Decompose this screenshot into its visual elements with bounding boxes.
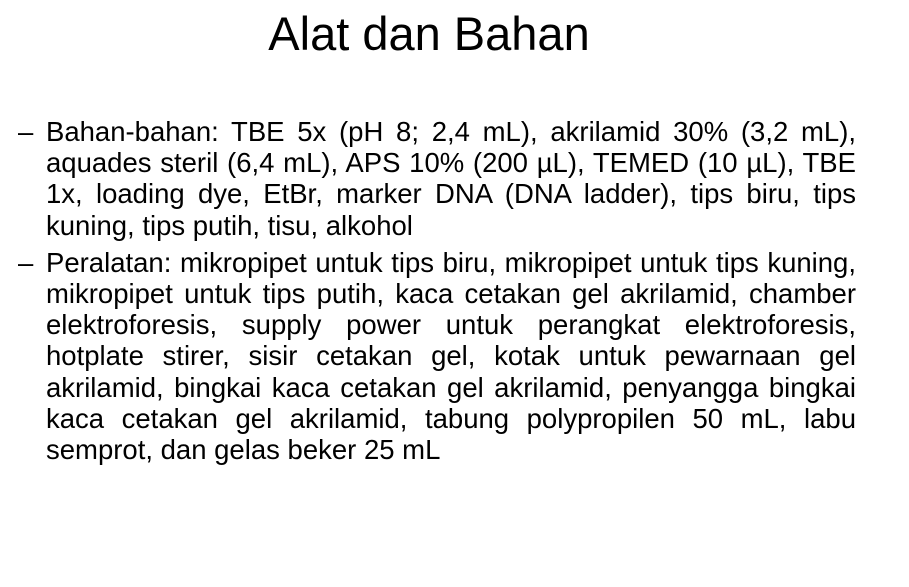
- bullet-item-bahan: [18, 116, 856, 241]
- bullet-text-peralatan: Peralatan: mikropipet untuk tips biru, mikropipet untuk tips kuning, mikropipet untuk tips putih, kaca cetakan gel akrilamid, chamber elektroforesis, supply power untuk perangkat elektroforesis, hotplate stirer, sisir cetakan gel, kotak untuk pewarnaan gel akrilamid, bingkai kaca cetakan gel akrilamid, penyangga bingkai kaca cetakan gel akrilamid, tabung polypropilen 50 mL, labu semprot, dan gelas beker 25 mL: [46, 246, 856, 466]
- slide-title: Alat dan Bahan: [268, 7, 590, 60]
- bullet-text-bahan: Bahan-bahan: TBE 5x (pH 8; 2,4 mL), akrilamid 30% (3,2 mL), aquades steril (6,4 mL), APS 10% (200 µL), TEMED (10 µL), TBE 1x, loading dye, EtBr, marker DNA (DNA ladder), tips biru, tips kuning, tips putih, tisu, alkohol: [46, 116, 856, 241]
- bullet-list: [18, 116, 856, 471]
- dash-bullet-marker: –: [18, 246, 34, 278]
- dash-bullet-marker: –: [18, 116, 34, 147]
- bullet-item-peralatan: [18, 247, 856, 465]
